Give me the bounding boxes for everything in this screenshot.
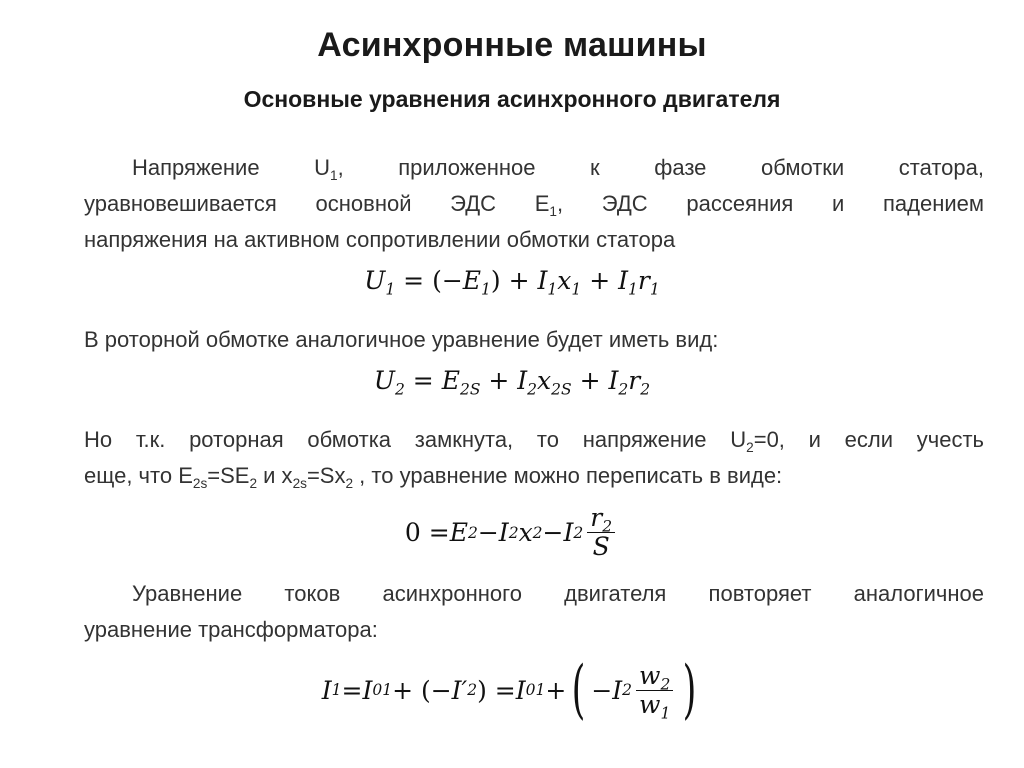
fraction: $\frac{w_2}{w_1}$ bbox=[636, 662, 673, 719]
paragraph-currents bbox=[84, 576, 984, 648]
paragraph-rotor bbox=[84, 322, 984, 358]
paragraph-line: напряжения на активном сопротивлении обмотки статора bbox=[84, 227, 676, 252]
equation-stator: $U_1 = (-E_1) + I_1x_1 + I_1r_1$ bbox=[364, 266, 660, 299]
page-subtitle: Основные уравнения асинхронного двигателя bbox=[243, 86, 781, 112]
paragraph-line: Напряжение $U_1$, приложенное к фазе обмотки статора, bbox=[132, 155, 984, 183]
equation-rotor-rewritten: 0 = E 2 − I 2 x 2 − I 2 $\frac{r_2}{S}$ bbox=[0, 504, 1024, 561]
paragraph-rotor-closed bbox=[84, 422, 984, 494]
paragraph-line: В роторной обмотке аналогичное уравнение будет иметь вид: bbox=[84, 327, 719, 352]
equation-rotor: $U_2 = E_{2S} + I_2x_{2S} + I_2r_2$ bbox=[373, 366, 651, 399]
paragraph-line: Уравнение токов асинхронного двигателя повторяет аналогичное bbox=[132, 581, 984, 606]
fraction: $\frac{r_2}{S}$ bbox=[587, 504, 615, 561]
right-paren: ) bbox=[682, 653, 697, 727]
paragraph-line: уравновешивается основной ЭДС $Е_1$, ЭДС рассеяния и падением bbox=[84, 191, 984, 219]
paragraph-stator-voltage bbox=[84, 150, 984, 258]
page-title: Асинхронные машины bbox=[317, 26, 707, 64]
paragraph-line: уравнение трансформатора: bbox=[84, 617, 378, 642]
paragraph-line: еще, что $Е_{2s}=SE_2$ и $x_{2s}=Sx_2$ , то уравнение можно переписать в виде: bbox=[84, 463, 783, 491]
equation-currents: I 1 = I 01 + (− I′ 2 ) = I 01 + ( − I 2 $\frac{w_2}{w_1}$ ) bbox=[321, 653, 697, 727]
paragraph-line: Но т.к. роторная обмотка замкнута, то напряжение $U_2=0$, и если учесть bbox=[84, 427, 984, 455]
left-paren: ( bbox=[571, 653, 586, 727]
